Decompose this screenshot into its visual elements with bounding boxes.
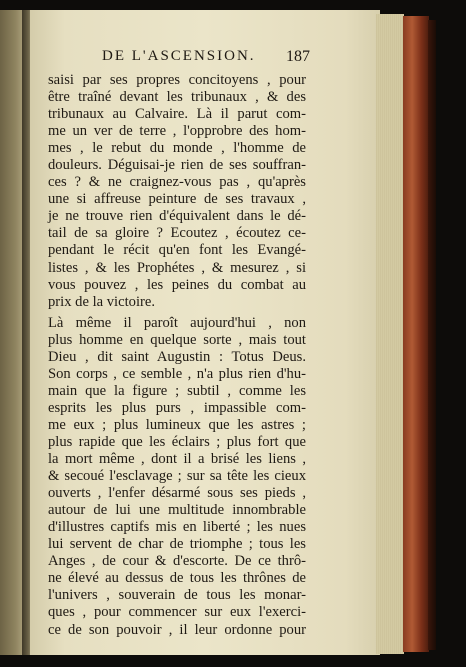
text-line: ques , pour commencer sur eux l'exerci-	[48, 604, 306, 621]
text-line: être traîné devant les tribunaux , & des	[48, 89, 306, 106]
page-number: 187	[286, 48, 310, 65]
text-line: ces ? & ne craignez-vous pas , qu'après	[48, 174, 306, 191]
page-text-block	[48, 48, 310, 639]
paragraph	[48, 72, 306, 311]
text-line: ce de son pouvoir , il leur ordonne pour	[48, 621, 306, 638]
page-header	[48, 48, 310, 72]
text-line: tail de sa gloire ? Ecoutez , écoutez ce-	[48, 225, 306, 242]
text-line: douleurs. Déguisai-je rien de ses souffran-	[48, 157, 306, 174]
text-line: mes , le rebut du monde , l'homme de	[48, 140, 306, 157]
cover-edge	[428, 20, 436, 650]
text-line: Dieu , dit saint Augustin : Totus Deus.	[48, 348, 306, 365]
text-line: vous pouvez , les peines du combat au	[48, 276, 306, 293]
text-line: Son corps , ce semble , n'a plus rien d'hu-	[48, 365, 306, 382]
text-line: l'univers , souverain de tous les monar-	[48, 587, 306, 604]
text-line: plus homme en quelque sorte , mais tout	[48, 331, 306, 348]
text-line: & secoué l'esclavage ; sur sa tête les cieux	[48, 468, 306, 485]
text-line: ouverts , l'enfer désarmé sous ses pieds ,	[48, 485, 306, 502]
text-line: main que la figure ; subtil , comme les	[48, 382, 306, 399]
text-line: une si affreuse peinture de ses travaux ,	[48, 191, 306, 208]
text-line: autour de lui une multitude innombrable	[48, 502, 306, 519]
text-line: Anges , de cour & d'escorte. De ce thrô-	[48, 553, 306, 570]
text-line: pendant le récit qu'en font les Evangé-	[48, 242, 306, 259]
text-line: ne élevé au dessus de tous les thrônes de	[48, 570, 306, 587]
page-fore-edge	[376, 14, 404, 654]
leather-cover	[403, 16, 429, 652]
text-line: esprits les plus purs , impassible com-	[48, 399, 306, 416]
text-line: tribunaux au Calvaire. Là il parut com-	[48, 106, 306, 123]
text-line: d'illustres captifs mis en liberté ; les nues	[48, 519, 306, 536]
text-line: listes , & les Prophétes , & mesurez , si	[48, 259, 306, 276]
text-line: me eux ; plus lumineux que les astres ;	[48, 416, 306, 433]
running-title: DE L'ASCENSION.	[102, 48, 256, 64]
text-line: saisi par ses propres concitoyens , pour	[48, 72, 306, 88]
text-line: prix de la victoire.	[48, 293, 155, 310]
text-line: je ne trouve rien d'équivalent dans le dé-	[48, 208, 306, 225]
text-line: la mort même , dont il a brisé les liens ,	[48, 451, 306, 468]
text-line: Là même il paroît aujourd'hui , non	[48, 314, 306, 331]
text-line: lui servent de char de triomphe ; tous les	[48, 536, 306, 553]
text-line: me un ver de terre , l'opprobre des hom-	[48, 123, 306, 140]
paragraph	[48, 315, 306, 639]
body-text	[48, 72, 306, 639]
text-line: plus rapide que les éclairs ; plus fort que	[48, 433, 306, 450]
